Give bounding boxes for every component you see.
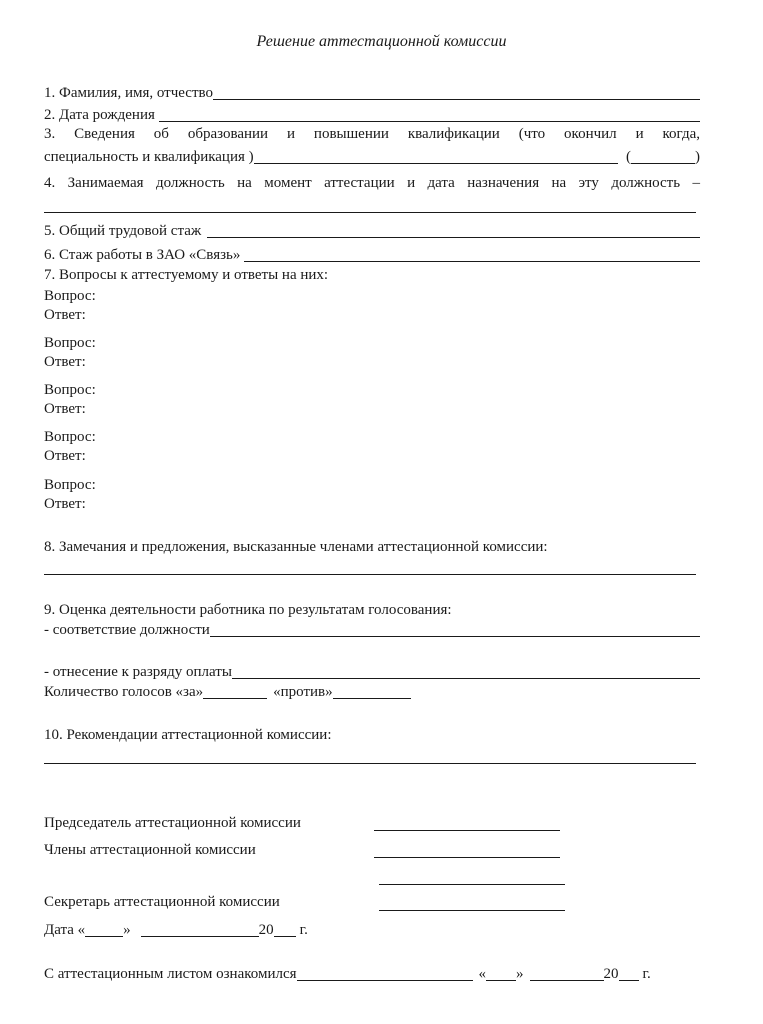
questions-heading: 7. Вопросы к аттестуемому и ответы на них:: [44, 267, 329, 283]
qa-answer: Ответ:: [44, 448, 86, 464]
acknowledgement-field[interactable]: [44, 965, 700, 983]
company-experience-blank[interactable]: [244, 247, 700, 262]
company-experience-field[interactable]: [44, 246, 700, 264]
conformity-field[interactable]: [44, 621, 700, 639]
acknowledgement-label: С аттестационным листом ознакомился: [44, 966, 297, 982]
dob-label: 2. Дата рождения: [44, 107, 155, 123]
chairman-signature-line[interactable]: [374, 830, 560, 831]
date-field[interactable]: [44, 921, 334, 939]
ack-quote-close: »: [516, 966, 524, 982]
acknowledgement-signature-blank[interactable]: [297, 966, 473, 981]
recommendations-label: 10. Рекомендации аттестационной комиссии:: [44, 727, 332, 743]
experience-blank[interactable]: [207, 223, 700, 238]
member-signature-line[interactable]: [374, 857, 560, 858]
ack-quote-open: «: [478, 966, 487, 982]
qa-answer: Ответ:: [44, 354, 86, 370]
fio-blank[interactable]: [213, 85, 700, 100]
qa-answer: Ответ:: [44, 307, 86, 323]
ack-year-suffix: г.: [642, 966, 651, 982]
chairman-label: Председатель аттестационной комиссии: [44, 815, 301, 831]
date-year-blank[interactable]: [274, 922, 296, 937]
education-field[interactable]: [44, 148, 700, 166]
education-line-1: 3. Сведения об образовании и повышении квалификации (что окончил и когда,: [44, 126, 700, 142]
pay-grade-field[interactable]: [44, 663, 700, 681]
date-year-suffix: г.: [299, 922, 308, 938]
secretary-signature-line[interactable]: [379, 910, 565, 911]
education-paren-close: ): [695, 149, 700, 165]
fio-label: 1. Фамилия, имя, отчество: [44, 85, 213, 101]
votes-for-label: Количество голосов «за»: [44, 684, 204, 700]
recommendations-blank[interactable]: [44, 763, 696, 764]
remarks-blank[interactable]: [44, 574, 696, 575]
education-extra-blank[interactable]: [631, 149, 695, 164]
education-paren-open: (: [626, 149, 631, 165]
date-year-prefix: 20: [258, 922, 274, 938]
member-signature-line[interactable]: [379, 884, 565, 885]
ack-year-blank[interactable]: [619, 966, 639, 981]
fio-field[interactable]: [44, 84, 700, 102]
qa-question: Вопрос:: [44, 382, 96, 398]
dob-field[interactable]: [44, 106, 700, 124]
ack-month-blank[interactable]: [530, 966, 604, 981]
experience-field[interactable]: [44, 222, 700, 240]
dob-blank[interactable]: [159, 107, 700, 122]
education-label: специальность и квалификация ): [44, 149, 254, 165]
date-prefix: Дата «: [44, 922, 86, 938]
pay-grade-label: - отнесение к разряду оплаты: [44, 664, 232, 680]
ack-year-prefix: 20: [603, 966, 619, 982]
position-line: 4. Занимаемая должность на момент аттестации и дата назначения на эту должность –: [44, 175, 700, 191]
ack-day-blank[interactable]: [486, 966, 516, 981]
remarks-label: 8. Замечания и предложения, высказанные членами аттестационной комиссии:: [44, 539, 548, 555]
votes-field[interactable]: [44, 683, 444, 701]
evaluation-heading: 9. Оценка деятельности работника по результатам голосования:: [44, 602, 452, 618]
position-blank[interactable]: [44, 212, 696, 213]
secretary-label: Секретарь аттестационной комиссии: [44, 894, 280, 910]
votes-against-label: «против»: [273, 684, 333, 700]
date-day-blank[interactable]: [85, 922, 123, 937]
votes-for-blank[interactable]: [203, 684, 267, 699]
pay-grade-blank[interactable]: [232, 664, 700, 679]
date-month-blank[interactable]: [141, 922, 259, 937]
conformity-label: - соответствие должности: [44, 622, 210, 638]
experience-label: 5. Общий трудовой стаж: [44, 223, 202, 239]
members-label: Члены аттестационной комиссии: [44, 842, 256, 858]
company-experience-label: 6. Стаж работы в ЗАО «Связь»: [44, 247, 241, 263]
date-close-quote: »: [123, 922, 131, 938]
education-blank[interactable]: [254, 149, 618, 164]
qa-question: Вопрос:: [44, 429, 96, 445]
qa-answer: Ответ:: [44, 401, 86, 417]
conformity-blank[interactable]: [210, 622, 700, 637]
qa-question: Вопрос:: [44, 335, 96, 351]
qa-answer: Ответ:: [44, 496, 86, 512]
qa-question: Вопрос:: [44, 288, 96, 304]
document-title: Решение аттестационной комиссии: [256, 33, 507, 50]
qa-question: Вопрос:: [44, 477, 96, 493]
votes-against-blank[interactable]: [333, 684, 411, 699]
